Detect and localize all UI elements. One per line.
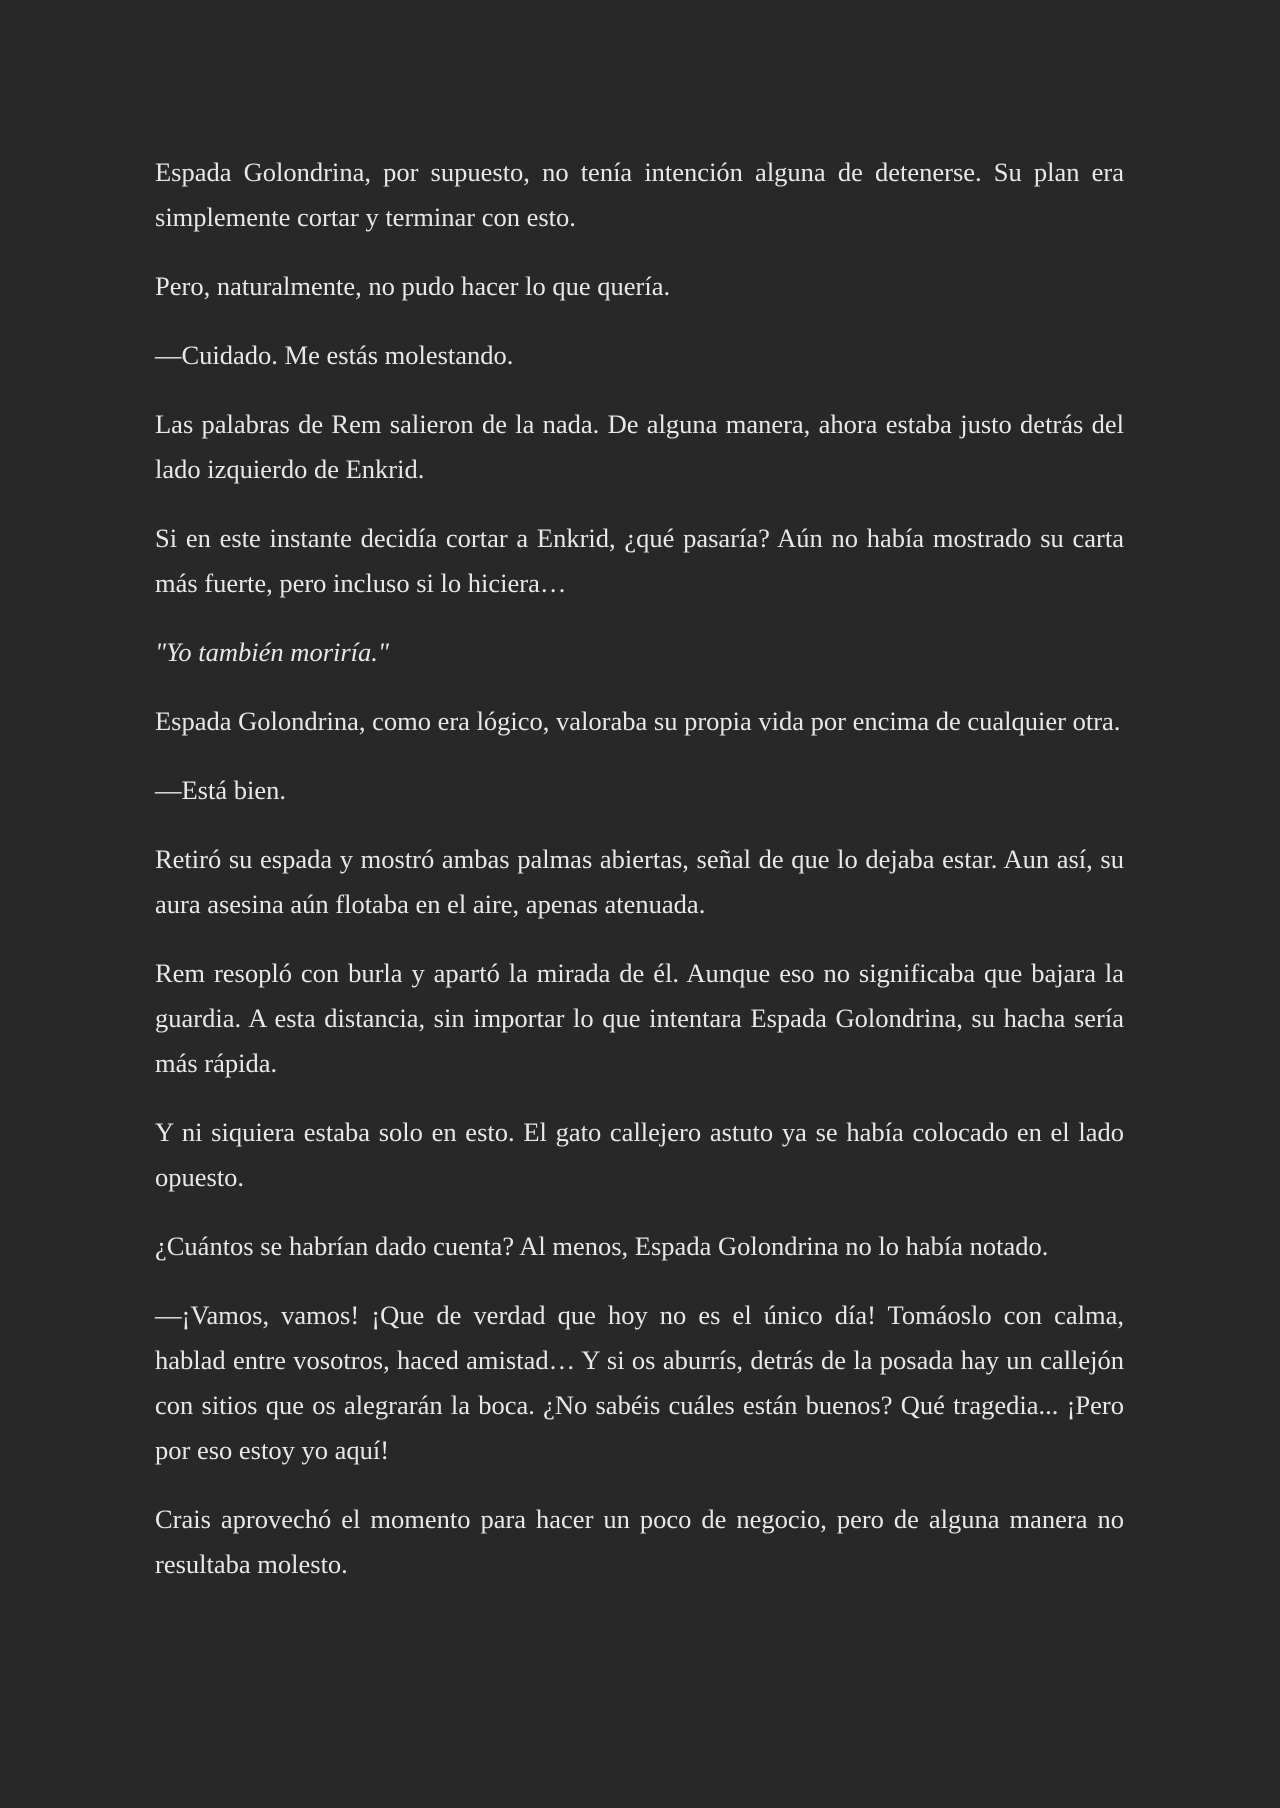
paragraph: Retiró su espada y mostró ambas palmas abiertas, señal de que lo dejaba estar. Aun así, su aura asesina aún flotaba en el aire, apenas atenuada.: [155, 844, 1124, 919]
paragraph: Espada Golondrina, por supuesto, no tenía intención alguna de detenerse. Su plan era simplemente cortar y terminar con esto.: [155, 157, 1124, 232]
paragraph: Y ni siquiera estaba solo en esto. El gato callejero astuto ya se había colocado en el lado opuesto.: [155, 1117, 1124, 1192]
paragraph: Espada Golondrina, como era lógico, valoraba su propia vida por encima de cualquier otra.: [155, 706, 1121, 736]
chapter-text: [155, 150, 1124, 1611]
thought-paragraph: "Yo también moriría.": [155, 637, 390, 667]
paragraph: Si en este instante decidía cortar a Enkrid, ¿qué pasaría? Aún no había mostrado su carta más fuerte, pero incluso si lo hiciera…: [155, 523, 1124, 598]
paragraph: —¡Vamos, vamos! ¡Que de verdad que hoy no es el único día! Tomáoslo con calma, hablad entre vosotros, haced amistad… Y si os aburrís, detrás de la posada hay un callejón con sitios que os alegrarán la boca. ¿No sabéis cuáles están buenos? Qué tragedia... ¡Pero por eso estoy yo aquí!: [155, 1300, 1124, 1465]
paragraph: —Está bien.: [155, 775, 286, 805]
paragraph: Pero, naturalmente, no pudo hacer lo que quería.: [155, 271, 671, 301]
paragraph: Crais aprovechó el momento para hacer un poco de negocio, pero de alguna manera no resultaba molesto.: [155, 1504, 1124, 1579]
paragraph: —Cuidado. Me estás molestando.: [155, 340, 514, 370]
paragraph: Rem resopló con burla y apartó la mirada de él. Aunque eso no significaba que bajara la guardia. A esta distancia, sin importar lo que intentara Espada Golondrina, su hacha sería más rápida.: [155, 958, 1124, 1078]
paragraph: Las palabras de Rem salieron de la nada. De alguna manera, ahora estaba justo detrás del lado izquierdo de Enkrid.: [155, 409, 1124, 484]
paragraph: ¿Cuántos se habrían dado cuenta? Al menos, Espada Golondrina no lo había notado.: [155, 1231, 1049, 1261]
